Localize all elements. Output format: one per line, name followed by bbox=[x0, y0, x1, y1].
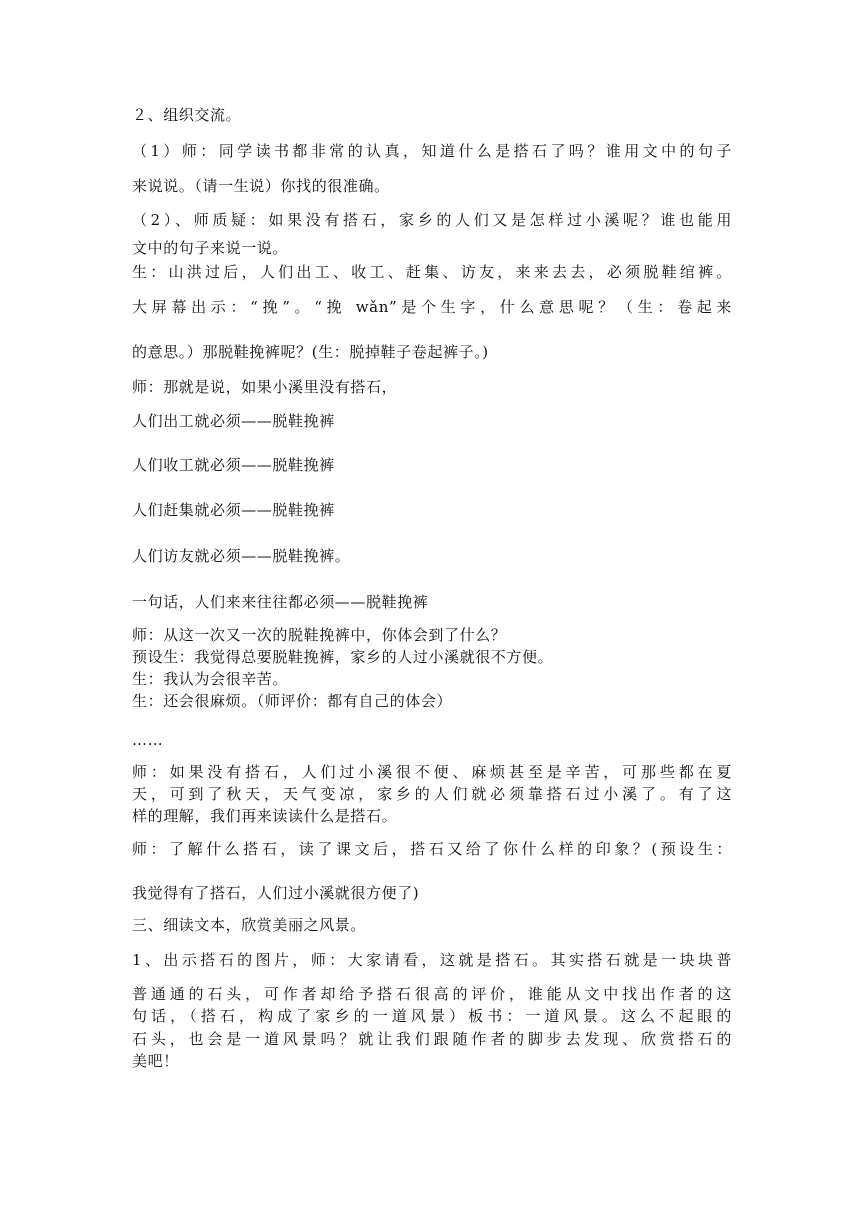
text-line: 文中的句子来说一说。 bbox=[132, 239, 289, 257]
text-line: 师：如果没有搭石，人们过小溪很不便、麻烦甚至是辛苦，可那些都在夏 bbox=[132, 763, 732, 781]
text-line: （2）、师质疑：如果没有搭石，家乡的人们又是怎样过小溪呢？谁也能用 bbox=[132, 211, 732, 229]
text-line: 人们访友就必须——脱鞋挽裤。 bbox=[132, 547, 351, 565]
text-line: 石头，也会是一道风景吗？就让我们跟随作者的脚步去发现、欣赏搭石的 bbox=[132, 1030, 732, 1048]
text-line: 样的理解，我们再来读读什么是搭石。 bbox=[132, 807, 398, 825]
text-line: 三、细读文本，欣赏美丽之风景。 bbox=[132, 916, 367, 934]
text-line: 句话，（搭石，构成了家乡的一道风景）板书：一道风景。这么不起眼的 bbox=[132, 1007, 732, 1025]
text-line: 普通通的石头，可作者却给予搭石很高的评价，谁能从文中找出作者的这 bbox=[132, 985, 732, 1003]
text-line: 预设生：我觉得总要脱鞋挽裤，家乡的人过小溪就很不方便。 bbox=[132, 648, 554, 666]
text-line: 来说说。（请一生说）你找的很准确。 bbox=[132, 177, 390, 195]
text-line: 人们收工就必须——脱鞋挽裤 bbox=[132, 456, 335, 474]
text-line: 人们出工就必须——脱鞋挽裤 bbox=[132, 412, 335, 430]
text-line: （1）师：同学读书都非常的认真，知道什么是搭石了吗？谁用文中的句子 bbox=[132, 142, 732, 160]
text-line: 师：那就是说，如果小溪里没有搭石， bbox=[132, 378, 398, 396]
text-line: 美吧！ bbox=[132, 1052, 179, 1070]
text-line: 师：了解什么搭石，读了课文后，搭石又给了你什么样的印象？(预设生： bbox=[132, 840, 732, 858]
text-line: 生：山洪过后，人们出工、收工、赶集、访友，来来去去，必须脱鞋绾裤。 bbox=[132, 263, 732, 281]
text-line: 天，可到了秋天，天气变凉，家乡的人们就必须靠搭石过小溪了。有了这 bbox=[132, 785, 732, 803]
text-line: 大屏幕出示：“挽”。“挽 wǎn”是个生字，什么意思呢？（生：卷起来 bbox=[132, 298, 732, 316]
text-line: 1、出示搭石的图片，师：大家请看，这就是搭石。其实搭石就是一块块普 bbox=[132, 951, 732, 969]
text-line: 我觉得有了搭石，人们过小溪就很方便了) bbox=[132, 884, 420, 902]
text-line: 师：从这一次又一次的脱鞋挽裤中，你体会到了什么？ bbox=[132, 626, 507, 644]
text-line: 生：还会很麻烦。（师评价：都有自己的体会） bbox=[132, 692, 453, 710]
text-line: 的意思。）那脱鞋挽裤呢？(生：脱掉鞋子卷起裤子。) bbox=[132, 343, 489, 361]
text-line: 人们赶集就必须——脱鞋挽裤 bbox=[132, 501, 335, 519]
text-line: 生：我认为会很辛苦。 bbox=[132, 670, 289, 688]
text-line: ２、组织交流。 bbox=[132, 106, 242, 124]
text-line: …… bbox=[132, 731, 164, 749]
text-line: 一句话，人们来来往往都必须——脱鞋挽裤 bbox=[132, 593, 429, 611]
